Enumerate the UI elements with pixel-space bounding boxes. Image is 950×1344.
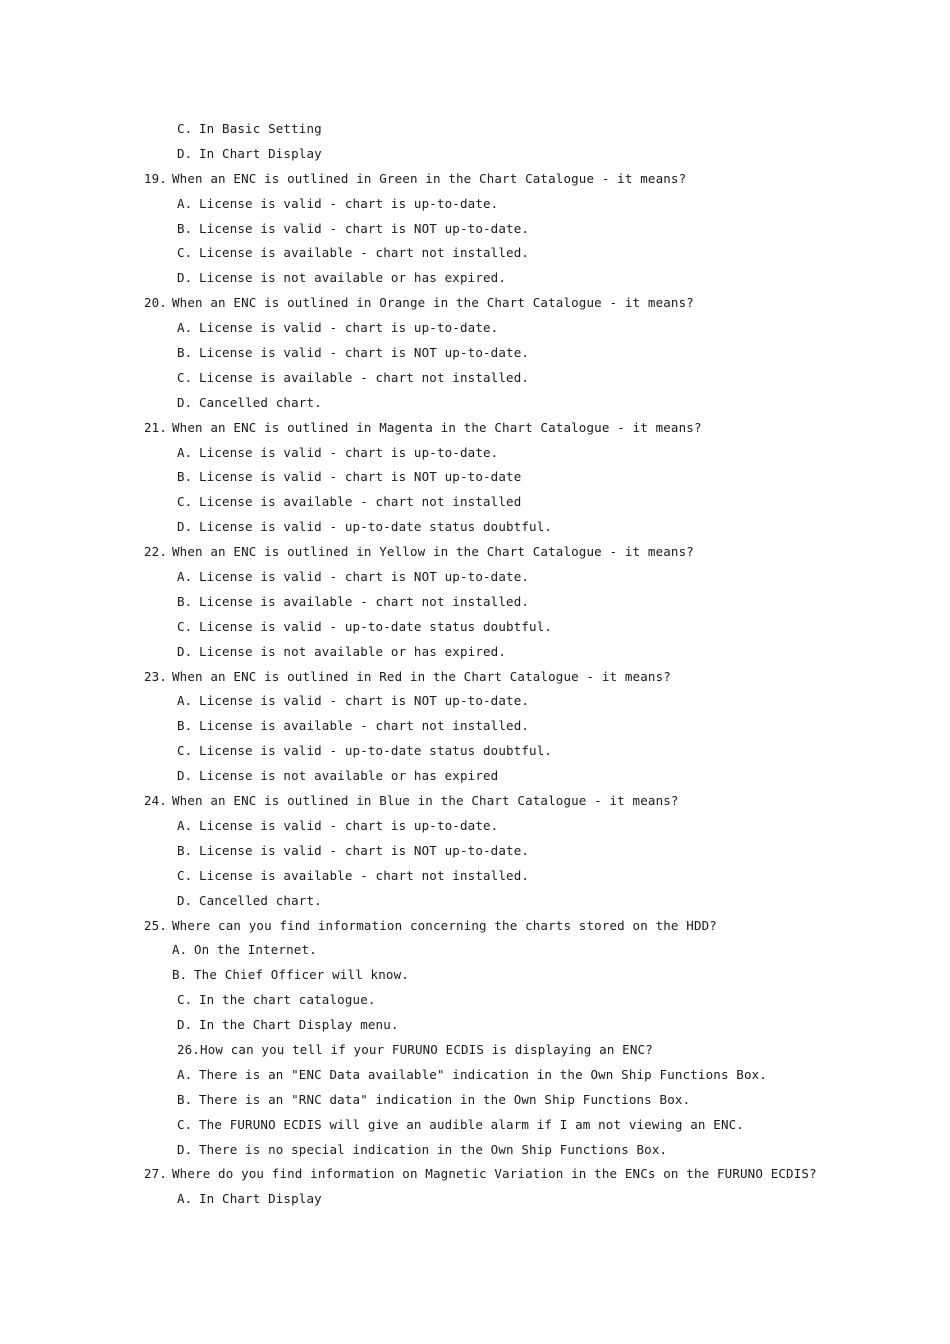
option-line bbox=[0, 963, 950, 988]
question-line bbox=[0, 789, 950, 814]
option-letter: A. bbox=[177, 817, 193, 833]
option-text: License is available - chart not installed. bbox=[199, 245, 530, 261]
question-number: 24. bbox=[144, 793, 168, 809]
option-text: License is valid - up-to-date status doubtful. bbox=[199, 519, 553, 535]
option-letter: C. bbox=[177, 369, 193, 385]
question-text: When an ENC is outlined in Blue in the Chart Catalogue - it means? bbox=[172, 793, 679, 809]
option-line bbox=[0, 864, 950, 889]
option-line bbox=[0, 192, 950, 217]
question-text: When an ENC is outlined in Orange in the Chart Catalogue - it means? bbox=[172, 295, 694, 311]
question-number: 19. bbox=[144, 170, 168, 186]
option-letter: D. bbox=[177, 768, 193, 784]
option-line bbox=[0, 1113, 950, 1138]
option-line bbox=[0, 391, 950, 416]
option-letter: B. bbox=[177, 220, 193, 236]
option-text: License is valid - chart is NOT up-to-date. bbox=[199, 569, 530, 585]
option-text: The FURUNO ECDIS will give an audible alarm if I am not viewing an ENC. bbox=[199, 1116, 744, 1132]
option-line bbox=[0, 441, 950, 466]
option-letter: B. bbox=[177, 718, 193, 734]
option-line bbox=[0, 1187, 950, 1212]
question-text: When an ENC is outlined in Red in the Chart Catalogue - it means? bbox=[172, 668, 671, 684]
option-text: In Chart Display bbox=[199, 145, 322, 161]
option-line bbox=[0, 241, 950, 266]
question-line bbox=[0, 167, 950, 192]
question-text: When an ENC is outlined in Yellow in the Chart Catalogue - it means? bbox=[172, 544, 694, 560]
option-text: License is available - chart not installed. bbox=[199, 718, 530, 734]
option-line bbox=[0, 615, 950, 640]
option-text: License is available - chart not installed bbox=[199, 494, 522, 510]
option-text: License is available - chart not installed. bbox=[199, 593, 530, 609]
option-letter: C. bbox=[177, 1116, 193, 1132]
option-line bbox=[0, 590, 950, 615]
option-letter: D. bbox=[177, 643, 193, 659]
question-text: When an ENC is outlined in Magenta in the Chart Catalogue - it means? bbox=[172, 419, 702, 435]
option-letter: C. bbox=[177, 245, 193, 261]
option-text: In the Chart Display menu. bbox=[199, 1017, 399, 1033]
option-text: License is valid - chart is NOT up-to-date. bbox=[199, 220, 530, 236]
option-letter: A. bbox=[177, 1191, 193, 1207]
option-letter: B. bbox=[172, 967, 188, 983]
option-line bbox=[0, 814, 950, 839]
question-line bbox=[0, 1162, 950, 1187]
question-text: Where do you find information on Magnetic Variation in the ENCs on the FURUNO ECDIS? bbox=[172, 1166, 817, 1182]
question-line bbox=[0, 540, 950, 565]
option-line bbox=[0, 490, 950, 515]
option-line bbox=[0, 366, 950, 391]
option-letter: D. bbox=[177, 270, 193, 286]
option-line bbox=[0, 465, 950, 490]
option-letter: D. bbox=[177, 1141, 193, 1157]
option-line bbox=[0, 142, 950, 167]
question-number: 27. bbox=[144, 1166, 168, 1182]
option-letter: D. bbox=[177, 892, 193, 908]
option-letter: D. bbox=[177, 145, 193, 161]
option-text: License is valid - chart is NOT up-to-date. bbox=[199, 345, 530, 361]
option-text: License is valid - up-to-date status doubtful. bbox=[199, 618, 553, 634]
option-text: There is no special indication in the Own Ship Functions Box. bbox=[199, 1141, 668, 1157]
question-line bbox=[0, 665, 950, 690]
option-letter: A. bbox=[177, 1066, 193, 1082]
option-text: License is not available or has expired bbox=[199, 768, 499, 784]
option-letter: C. bbox=[177, 992, 193, 1008]
option-text: There is an "ENC Data available" indication in the Own Ship Functions Box. bbox=[199, 1066, 767, 1082]
option-letter: A. bbox=[177, 569, 193, 585]
question-line bbox=[0, 1038, 950, 1063]
option-line bbox=[0, 689, 950, 714]
option-line bbox=[0, 839, 950, 864]
option-text: On the Internet. bbox=[194, 942, 317, 958]
option-text: In Chart Display bbox=[199, 1191, 322, 1207]
option-text: License is valid - chart is up-to-date. bbox=[199, 195, 499, 211]
option-line bbox=[0, 1063, 950, 1088]
option-text: License is available - chart not installed. bbox=[199, 369, 530, 385]
option-letter: C. bbox=[177, 743, 193, 759]
option-text: License is valid - chart is up-to-date. bbox=[199, 817, 499, 833]
option-letter: C. bbox=[177, 121, 193, 136]
question-line bbox=[0, 416, 950, 441]
option-line bbox=[0, 341, 950, 366]
option-line bbox=[0, 1013, 950, 1038]
option-letter: A. bbox=[177, 195, 193, 211]
option-letter: C. bbox=[177, 618, 193, 634]
option-line bbox=[0, 714, 950, 739]
option-line bbox=[0, 739, 950, 764]
option-letter: A. bbox=[177, 693, 193, 709]
option-line bbox=[0, 988, 950, 1013]
option-text: Cancelled chart. bbox=[199, 394, 322, 410]
option-letter: A. bbox=[172, 942, 188, 958]
option-letter: C. bbox=[177, 494, 193, 510]
option-text: The Chief Officer will know. bbox=[194, 967, 409, 983]
option-letter: D. bbox=[177, 519, 193, 535]
question-number: 20. bbox=[144, 295, 168, 311]
option-line bbox=[0, 565, 950, 590]
option-letter: D. bbox=[177, 394, 193, 410]
option-letter: B. bbox=[177, 469, 193, 485]
question-number: 25. bbox=[144, 917, 168, 933]
option-letter: A. bbox=[177, 320, 193, 336]
option-letter: B. bbox=[177, 593, 193, 609]
option-text: License is not available or has expired. bbox=[199, 270, 507, 286]
option-text: License is valid - chart is up-to-date. bbox=[199, 444, 499, 460]
option-text: License is valid - chart is NOT up-to-date bbox=[199, 469, 522, 485]
option-letter: B. bbox=[177, 345, 193, 361]
option-line bbox=[0, 889, 950, 914]
option-line bbox=[0, 266, 950, 291]
question-line bbox=[0, 914, 950, 939]
option-text: License is valid - chart is NOT up-to-date. bbox=[199, 693, 530, 709]
question-line bbox=[0, 291, 950, 316]
option-letter: D. bbox=[177, 1017, 193, 1033]
question-number: 23. bbox=[144, 668, 168, 684]
option-line bbox=[0, 1088, 950, 1113]
question-text: When an ENC is outlined in Green in the Chart Catalogue - it means? bbox=[172, 170, 687, 186]
question-number: 21. bbox=[144, 419, 168, 435]
option-line bbox=[0, 515, 950, 540]
option-text: License is valid - chart is up-to-date. bbox=[199, 320, 499, 336]
question-text: 26.How can you tell if your FURUNO ECDIS is displaying an ENC? bbox=[177, 1041, 653, 1057]
option-text: License is valid - up-to-date status doubtful. bbox=[199, 743, 553, 759]
question-text: Where can you find information concerning the charts stored on the HDD? bbox=[172, 917, 717, 933]
option-letter: C. bbox=[177, 867, 193, 883]
option-text: There is an "RNC data" indication in the Own Ship Functions Box. bbox=[199, 1091, 691, 1107]
question-number: 22. bbox=[144, 544, 168, 560]
option-line bbox=[0, 117, 950, 142]
option-line bbox=[0, 217, 950, 242]
option-text: License is not available or has expired. bbox=[199, 643, 507, 659]
option-letter: B. bbox=[177, 842, 193, 858]
option-letter: A. bbox=[177, 444, 193, 460]
option-line bbox=[0, 316, 950, 341]
option-text: Cancelled chart. bbox=[199, 892, 322, 908]
option-line bbox=[0, 1138, 950, 1163]
option-line bbox=[0, 938, 950, 963]
option-letter: B. bbox=[177, 1091, 193, 1107]
option-text: In Basic Setting bbox=[199, 121, 322, 136]
option-text: In the chart catalogue. bbox=[199, 992, 376, 1008]
option-text: License is valid - chart is NOT up-to-date. bbox=[199, 842, 530, 858]
option-line bbox=[0, 640, 950, 665]
document-page bbox=[0, 117, 950, 1212]
option-text: License is available - chart not installed. bbox=[199, 867, 530, 883]
option-line bbox=[0, 764, 950, 789]
